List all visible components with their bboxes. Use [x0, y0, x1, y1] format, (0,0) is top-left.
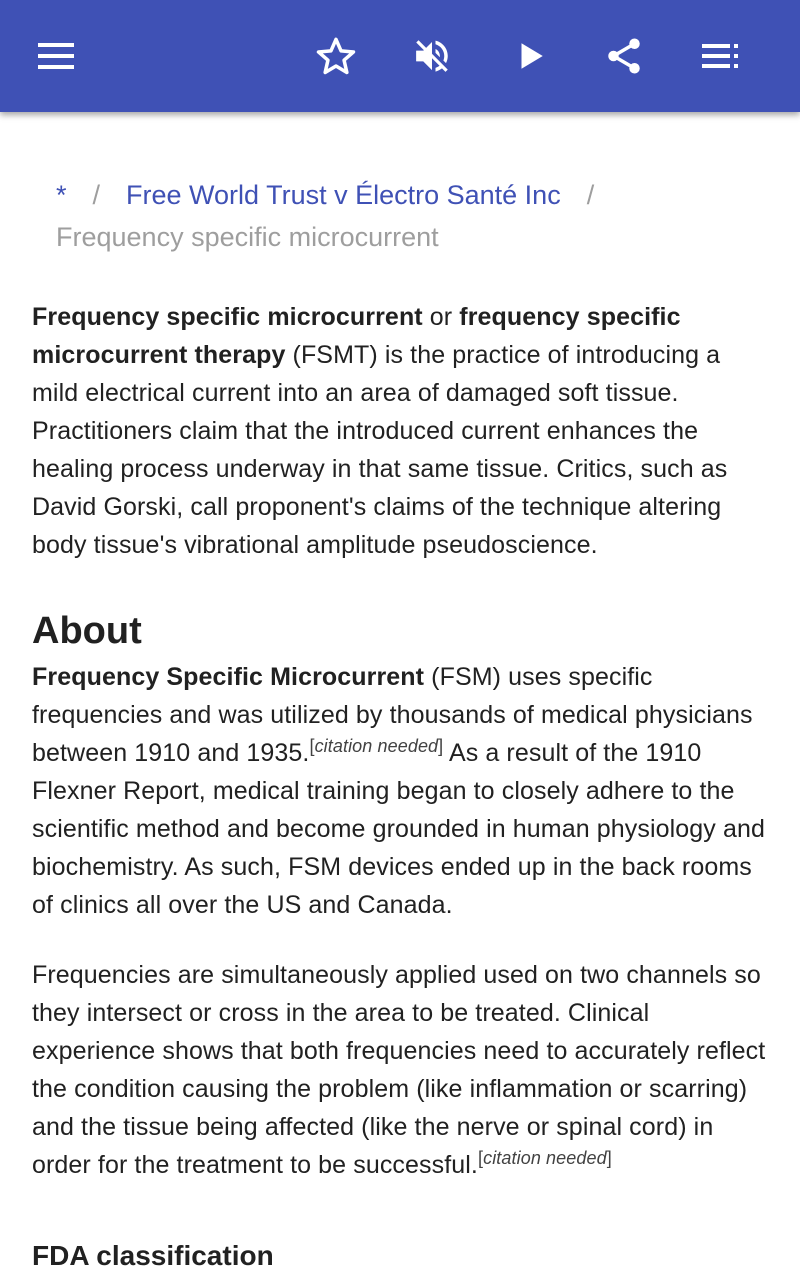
intro-text: (FSMT) is the practice of introducing a mild electrical current into an area of damaged soft tissue. Practitioners claim that the introduced current enhances the healing process underway in that same tissue. Critics, such as David Gorski, call proponent's claims of the technique altering body tissue's vibrational amplitude pseudoscience. [32, 341, 728, 559]
hamburger-menu-icon[interactable] [28, 28, 84, 84]
citation-needed[interactable]: [citation needed] [309, 736, 444, 756]
app-toolbar [0, 0, 800, 112]
about-paragraph-1 [32, 658, 768, 924]
breadcrumb-separator: / [586, 180, 595, 210]
citation-needed[interactable]: [citation needed] [477, 1148, 612, 1168]
breadcrumb [32, 174, 768, 258]
share-icon[interactable] [596, 28, 652, 84]
play-icon[interactable] [502, 28, 558, 84]
article-content [32, 112, 768, 1276]
breadcrumb-parent-link[interactable]: Free World Trust v Électro Santé Inc [126, 180, 561, 210]
breadcrumb-separator: / [92, 180, 101, 210]
intro-term-2: frequency specific microcurrent therapy [32, 303, 681, 369]
breadcrumb-root-link[interactable]: * [56, 180, 67, 210]
intro-term-1: Frequency specific microcurrent [32, 303, 423, 331]
about-term: Frequency Specific Microcurrent [32, 663, 425, 691]
about-text-b: As a result of the 1910 Flexner Report, medical training began to closely adhere to the scientific method and become grounded in human physiology and biochemistry. As such, FSM devices ended up in the back rooms of clinics all over the US and Canada. [32, 739, 765, 919]
about-text-2: Frequencies are simultaneously applied used on two channels so they intersect or cross in the area to be treated. Clinical experience shows that both frequencies need to accurately reflect the condition causing the problem (like inflammation or scarring) and the tissue being affected (like the nerve or spinal cord) in order for the treatment to be successful. [32, 961, 766, 1179]
star-outline-icon[interactable] [308, 28, 364, 84]
about-text-a: (FSM) uses specific frequencies and was utilized by thousands of medical physicians between 1910 and 1935. [32, 663, 753, 767]
volume-off-icon[interactable] [404, 28, 460, 84]
about-paragraph-2 [32, 956, 768, 1184]
section-heading-fda: FDA classification [32, 1240, 274, 1271]
intro-or: or [422, 303, 460, 331]
intro-paragraph [32, 298, 768, 564]
breadcrumb-current: Frequency specific microcurrent [56, 222, 439, 252]
table-of-contents-icon[interactable] [692, 28, 748, 84]
section-heading-about: About [32, 610, 142, 652]
